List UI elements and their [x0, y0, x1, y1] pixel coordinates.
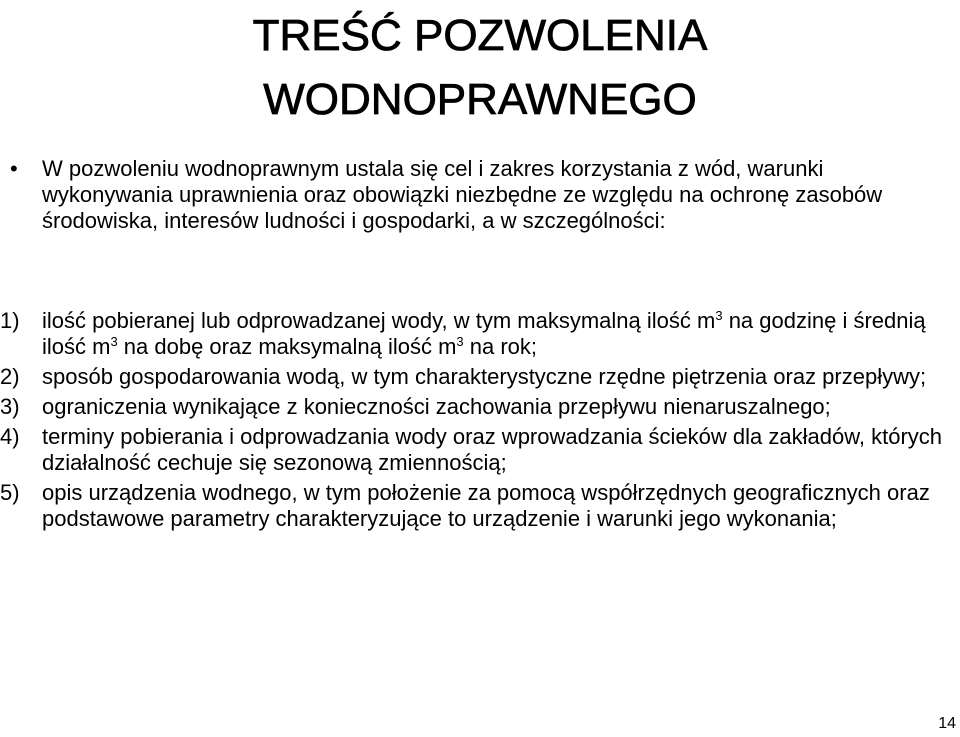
- list-item-number: 3): [0, 394, 20, 419]
- list-item-number: 4): [0, 424, 20, 449]
- superscript: 3: [456, 334, 464, 349]
- list-item-3: [0, 394, 955, 420]
- list-item-5: [0, 480, 955, 532]
- list-item-number: 5): [0, 480, 20, 505]
- intro-bullet: [10, 156, 930, 234]
- list-item-text: ilość pobieranej lub odprowadzanej wody, w tym maksymalną ilość $m^3$ na godzinę i średnią ilość $m^3$ na dobę oraz maksymalną ilość $m^3$ na rok;: [42, 308, 926, 359]
- list-item-text: terminy pobierania i odprowadzania wody oraz wprowadzania ścieków dla zakładów, których działalność cechuje się sezonową zmiennością;: [42, 424, 943, 475]
- bullet-dot-icon: •: [10, 156, 18, 181]
- title-line-2: WODNOPRAWNEGO: [263, 75, 697, 124]
- list-item-1: [0, 308, 955, 360]
- list-item-2: [0, 364, 955, 390]
- list-item-text: opis urządzenia wodnego, w tym położenie za pomocą współrzędnych geograficznych oraz podstawowe parametry charakteryzujące to urządzenie i warunki jego wykonania;: [42, 480, 930, 531]
- slide-title: [0, 4, 960, 132]
- list-item-number: 2): [0, 364, 20, 389]
- list-item-4: [0, 424, 955, 476]
- list-item-text: ograniczenia wynikające z konieczności zachowania przepływu nienaruszalnego;: [42, 394, 831, 419]
- intro-text: W pozwoleniu wodnoprawnym ustala się cel i zakres korzystania z wód, warunki wykonywania uprawnienia oraz obowiązki niezbędne ze względu na ochronę zasobów środowiska, interesów ludności i gospodarki, a w szczególności:: [42, 156, 883, 233]
- superscript: 3: [110, 334, 118, 349]
- requirements-list: [0, 308, 955, 536]
- title-line-1: TREŚĆ POZWOLENIA: [252, 11, 708, 60]
- page-number: 14: [938, 715, 956, 732]
- superscript: 3: [715, 308, 723, 323]
- list-item-number: 1): [0, 308, 20, 333]
- list-item-text: sposób gospodarowania wodą, w tym charakterystyczne rzędne piętrzenia oraz przepływy;: [42, 364, 927, 389]
